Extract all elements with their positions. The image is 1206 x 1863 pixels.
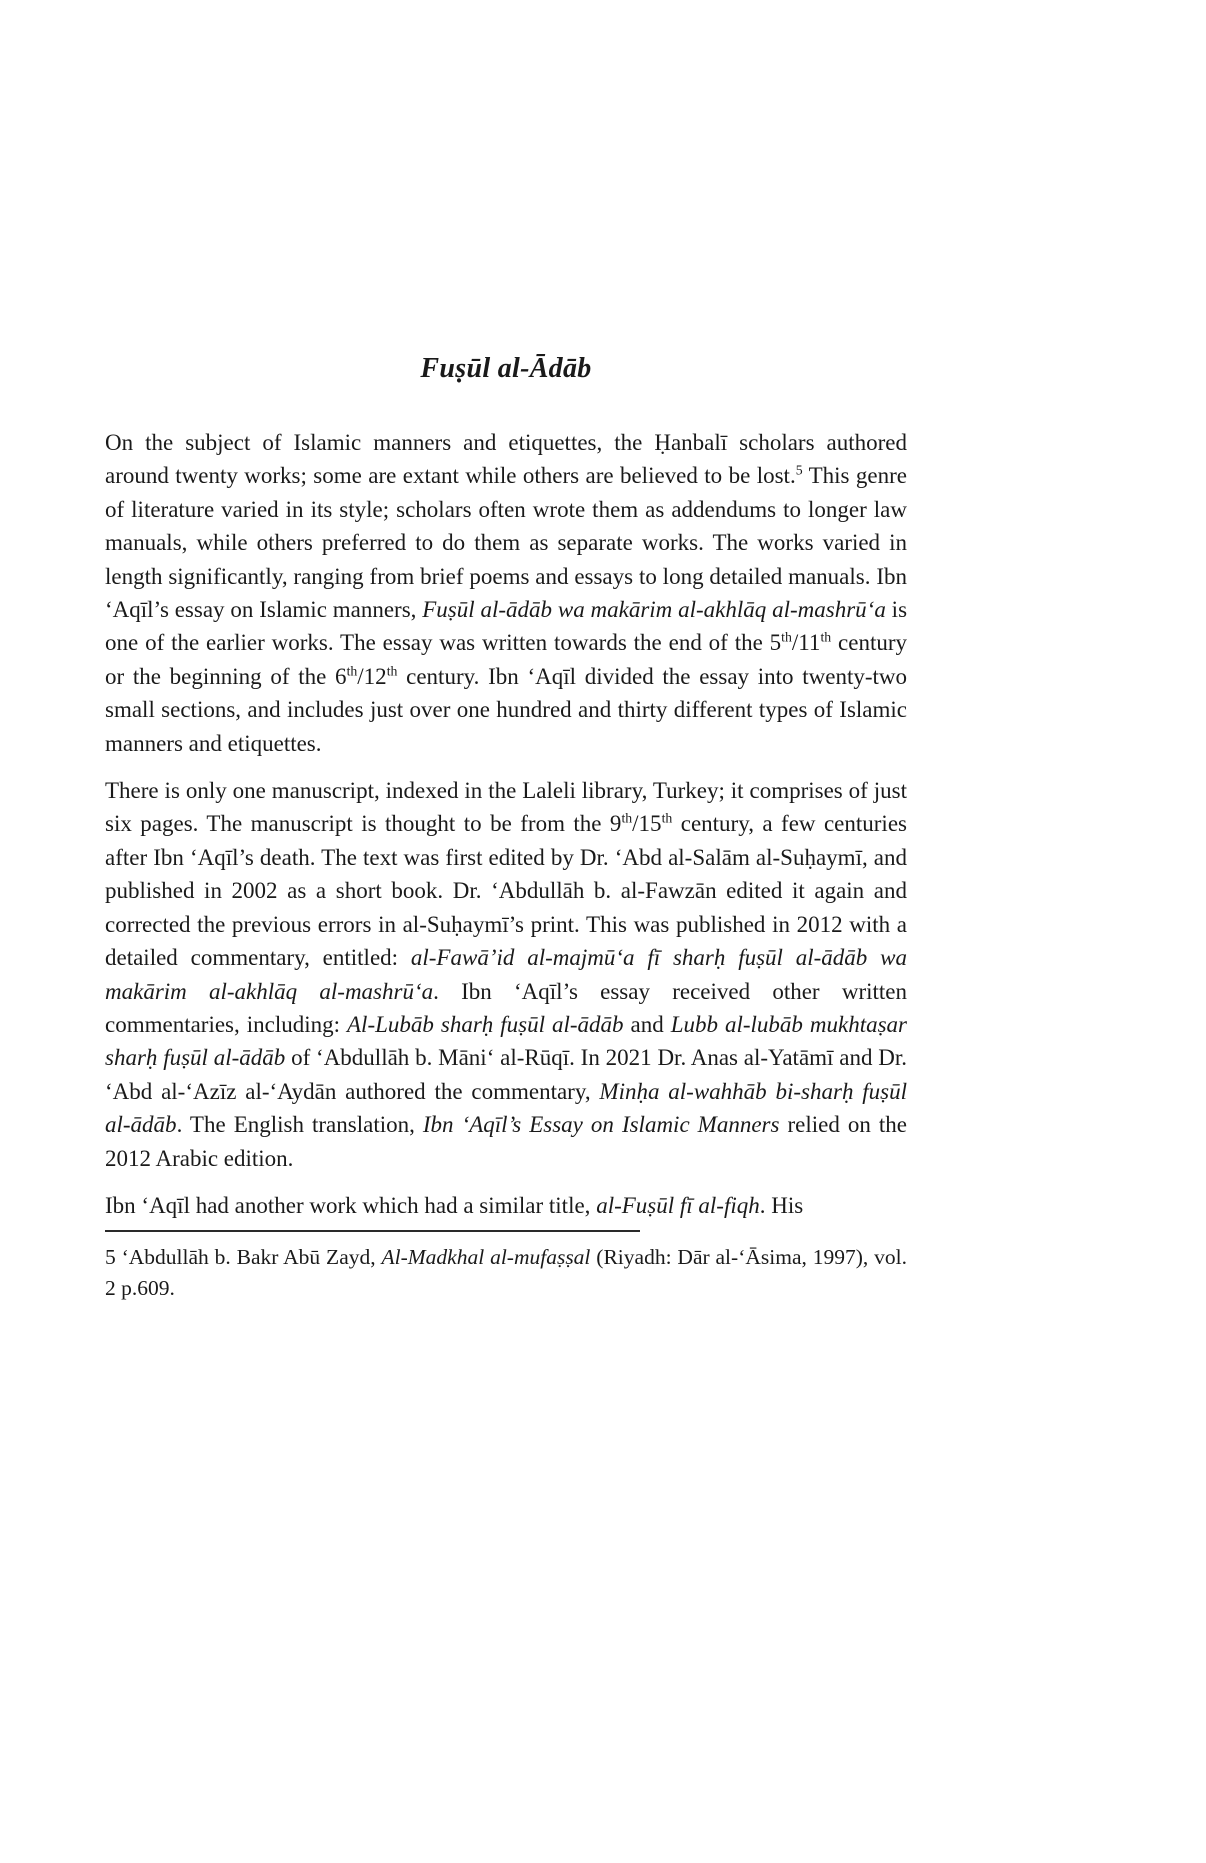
paragraph-3: Ibn ‘Aqīl had another work which had a similar title, al-Fuṣūl fī al-fiqh. His bbox=[105, 1192, 804, 1218]
paragraph-2: There is only one manuscript, indexed in the Laleli library, Turkey; it comprises of just six pages. The manuscript is thought to be from the 9th/15th century, a few centuries after Ibn ‘Aqīl’s death. The text was first edited by Dr. ‘Abd al-Salām al-Suḥaymī, and published in 2002 as a short book. Dr. ‘Abdullāh b. al-Fawzān edited it again and corrected the previous errors in al-Suḥaymī’s print. This was published in 2012 with a detailed commentary, entitled: al-Fawā’id al-majmū‘a fī sharḥ fuṣūl al-ādāb wa makārim al-akhlāq al-mashrū‘a. Ibn ‘Aqīl’s essay received other written commentaries, including: Al-Lubāb sharḥ fuṣūl al-ādāb and Lubb al-lubāb mukhtaṣar sharḥ fuṣūl al-ādāb of ‘Abdullāh b. Māni‘ al-Rūqī. In 2021 Dr. Anas al-Yatāmī and Dr. ‘Abd al-‘Azīz al-‘Aydān authored the commentary, Minḥa al-wahhāb bi-sharḥ fuṣūl al-ādāb. The English translation, Ibn ‘Aqīl’s Essay on Islamic Manners relied on the 2012 Arabic edition. bbox=[105, 778, 907, 1171]
footnote: 5 ‘Abdullāh b. Bakr Abū Zayd, Al-Madkhal al-mufaṣṣal (Riyadh: Dār al-‘Āsima, 1997), vol. 2 p.609. bbox=[105, 1245, 907, 1300]
footnote-separator-rule bbox=[105, 1230, 640, 1232]
chapter-title: Fuṣūl al-Ādāb bbox=[420, 353, 592, 384]
text-block bbox=[105, 352, 907, 1303]
paragraph-1: On the subject of Islamic manners and etiquettes, the Ḥanbalī scholars authored around twenty works; some are extant while others are believed to be lost.$^5$ This genre of literature varied in its style; scholars often wrote them as addendums to longer law manuals, while others preferred to do them as separate works. The works varied in length significantly, ranging from brief poems and essays to long detailed manuals. Ibn ‘Aqīl’s essay on Islamic manners, Fuṣūl al-ādāb wa makārim al-akhlāq al-mashrū‘a is one of the earlier works. The essay was written towards the end of the 5th/11th century or the beginning of the 6th/12th century. Ibn ‘Aqīl divided the essay into twenty-two small sections, and includes just over one hundred and thirty different types of Islamic manners and etiquettes. bbox=[105, 430, 908, 756]
